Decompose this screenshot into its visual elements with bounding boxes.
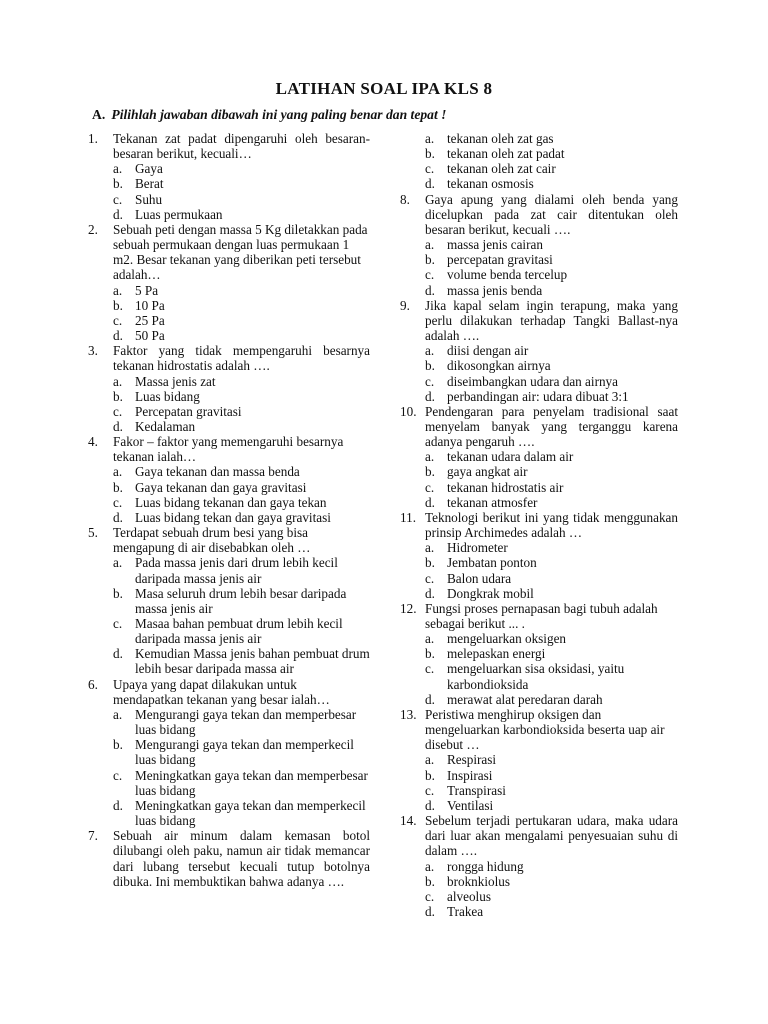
option-text: Luas permukaan [135, 206, 223, 222]
option-a [425, 859, 678, 874]
option-text: tekanan oleh zat cair [447, 161, 556, 177]
option-letter: a. [425, 858, 435, 874]
option-letter: b. [425, 873, 435, 889]
option-text: Gaya tekanan dan massa benda [135, 464, 300, 480]
option-text: Kemudian Massa jenis bahan pembuat drum lebih besar daripada massa air [135, 646, 370, 677]
option-text: Percepatan gravitasi [135, 403, 242, 419]
question-9 [400, 298, 678, 404]
question-number: 5. [88, 525, 98, 541]
option-text: Meningkatkan gaya tekan dan memperkecil luas bidang [135, 797, 366, 829]
option-letter: a. [425, 540, 435, 556]
option-letter: b. [113, 176, 123, 192]
option-text: Kedalaman [135, 418, 196, 434]
option-text: Pada massa jenis dari drum lebih kecil daripada massa jenis air [135, 555, 338, 586]
question-2 [88, 222, 370, 343]
option-text: Jembatan ponton [447, 555, 537, 571]
option-letter: c. [425, 782, 435, 798]
option-letter: c. [113, 494, 123, 510]
option-b [425, 146, 678, 161]
option-text: Ventilasi [447, 797, 494, 813]
option-text: Luas bidang tekan dan gaya gravitasi [135, 509, 331, 525]
option-b [425, 646, 678, 661]
option-d [425, 904, 678, 919]
option-text: Inspirasi [447, 767, 493, 783]
question-text: Tekanan zat padat dipengaruhi oleh besaran-besaran berikut, kecuali… [113, 131, 370, 162]
option-c [425, 889, 678, 904]
question-text: Fakor – faktor yang memengaruhi besarnya tekanan ialah… [113, 434, 344, 465]
question-number: 1. [88, 131, 98, 146]
option-letter: a. [425, 449, 435, 465]
option-c [425, 161, 678, 176]
option-letter: d. [113, 509, 123, 525]
question-text: Fungsi proses pernapasan bagi tubuh adalah sebagai berikut ... . [425, 600, 658, 631]
question-text: Teknologi berikut ini yang tidak menggunakan prinsip Archimedes adalah … [425, 509, 678, 541]
option-letter: d. [425, 282, 435, 298]
option-b [425, 555, 678, 570]
option-a [113, 283, 370, 298]
option-text: rongga hidung [447, 858, 524, 874]
option-letter: c. [425, 161, 435, 177]
question-number: 6. [88, 676, 98, 692]
option-b [113, 737, 370, 767]
option-letter: b. [113, 737, 123, 753]
option-letter: b. [425, 358, 435, 374]
option-d [113, 419, 370, 434]
option-letter: c. [425, 479, 435, 495]
option-text: Mengurangi gaya tekan dan memperkecil luas bidang [135, 737, 354, 768]
option-letter: b. [425, 767, 435, 783]
option-text: Dongkrak mobil [447, 585, 534, 601]
question-text: Sebuah air minum dalam kemasan botol dilubangi oleh paku, namun air tidak memancar dari lubang tersebut kecuali tutup botolnya dibuka. Ini membuktikan bahwa adanya …. [113, 828, 370, 889]
question-number: 14. [400, 813, 417, 829]
option-text: tekanan osmosis [447, 176, 534, 192]
option-text: gaya angkat air [447, 464, 528, 480]
option-text: volume benda tercelup [447, 267, 568, 283]
question-10 [400, 404, 678, 510]
question-text: Sebelum terjadi pertukaran udara, maka udara dari luar akan mengalami penyesuaian suhu di dalam …. [425, 813, 678, 859]
option-text: Luas bidang tekanan dan gaya tekan [135, 494, 327, 510]
option-text: percepatan gravitasi [447, 252, 553, 268]
question-text: Jika kapal selam ingin terapung, maka yang perlu dilakukan terhadap Tangki Ballast-nya adalah …. [425, 297, 678, 344]
option-text: Gaya [135, 161, 163, 177]
question-11 [400, 510, 678, 601]
option-letter: c. [113, 191, 123, 207]
question-14 [400, 813, 678, 919]
option-text: Suhu [135, 191, 163, 207]
option-c [113, 192, 370, 207]
option-text: mengeluarkan sisa oksidasi, yaitu karbondioksida [447, 661, 625, 692]
option-text: Luas bidang [135, 388, 200, 404]
option-text: alveolus [447, 888, 491, 904]
option-text: Transpirasi [447, 782, 506, 798]
question-number: 12. [400, 600, 417, 616]
option-c [113, 404, 370, 419]
option-letter: c. [113, 616, 123, 631]
section-letter: A. [92, 107, 106, 122]
question-7-options [400, 131, 678, 192]
option-text: Hidrometer [447, 540, 508, 556]
option-letter: b. [425, 464, 435, 480]
option-d [425, 692, 678, 707]
option-d [425, 176, 678, 191]
option-letter: a. [425, 131, 435, 146]
question-number: 2. [88, 221, 98, 237]
option-a [425, 631, 678, 646]
question-number: 8. [400, 191, 410, 207]
option-text: tekanan oleh zat gas [447, 131, 554, 146]
option-letter: b. [113, 297, 123, 313]
option-letter: c. [113, 767, 123, 783]
option-text: Berat [135, 176, 164, 192]
option-letter: a. [425, 237, 435, 253]
option-b [425, 358, 678, 373]
question-4 [88, 434, 370, 525]
option-b [425, 768, 678, 783]
option-letter: a. [113, 161, 123, 177]
option-text: tekanan udara dalam air [447, 449, 574, 465]
option-c [425, 267, 678, 282]
option-letter: c. [425, 267, 435, 283]
option-b [113, 586, 370, 616]
option-b [425, 874, 678, 889]
question-number: 13. [400, 706, 417, 722]
option-text: Masa seluruh drum lebih besar daripada massa jenis air [135, 585, 347, 616]
option-letter: d. [425, 797, 435, 813]
option-letter: a. [113, 373, 123, 389]
option-text: dikosongkan airnya [447, 358, 551, 374]
question-text: Terdapat sebuah drum besi yang bisa mengapung di air disebabkan oleh … [113, 525, 311, 556]
option-letter: c. [425, 570, 435, 586]
option-letter: b. [113, 388, 123, 404]
option-letter: a. [113, 464, 123, 480]
option-letter: d. [425, 494, 435, 510]
option-letter: d. [113, 328, 123, 344]
question-5 [88, 525, 370, 677]
option-letter: a. [113, 706, 123, 722]
option-text: 50 Pa [135, 328, 165, 344]
option-letter: d. [425, 176, 435, 192]
question-text: Gaya apung yang dialami oleh benda yang dicelupkan pada zat cair ditentukan oleh besaran berikut, kecuali …. [425, 191, 678, 237]
option-d [113, 798, 370, 828]
option-text: Masaa bahan pembuat drum lebih kecil daripada massa jenis air [135, 616, 343, 647]
option-letter: b. [425, 146, 435, 162]
option-letter: a. [113, 282, 123, 298]
option-text: Meningkatkan gaya tekan dan memperbesar luas bidang [135, 767, 368, 798]
option-text: Respirasi [447, 752, 497, 768]
question-number: 7. [88, 828, 98, 844]
option-a [425, 752, 678, 767]
option-text: tekanan atmosfer [447, 494, 538, 510]
option-letter: a. [425, 343, 435, 359]
option-letter: b. [113, 479, 123, 495]
option-letter: d. [425, 903, 435, 919]
option-text: massa jenis cairan [447, 237, 543, 253]
option-c [113, 616, 370, 646]
option-letter: a. [425, 752, 435, 768]
option-c [425, 480, 678, 495]
option-text: tekanan oleh zat padat [447, 146, 565, 162]
option-d [425, 283, 678, 298]
question-8 [400, 192, 678, 298]
option-c [113, 313, 370, 328]
option-text: Mengurangi gaya tekan dan memperbesar luas bidang [135, 706, 357, 738]
option-b [425, 252, 678, 267]
option-letter: d. [113, 206, 123, 222]
option-c [425, 571, 678, 586]
option-text: diseimbangkan udara dan airnya [447, 373, 619, 389]
question-number: 10. [400, 403, 417, 419]
option-text: tekanan hidrostatis air [447, 479, 564, 495]
option-a [113, 707, 370, 737]
option-b [113, 298, 370, 313]
question-text: Peristiwa menghirup oksigen dan mengeluarkan karbondioksida beserta uap air disebut … [425, 706, 665, 753]
option-a [113, 374, 370, 389]
option-letter: a. [425, 631, 435, 647]
option-letter: c. [425, 888, 435, 904]
option-text: massa jenis benda [447, 282, 543, 298]
option-a [425, 131, 678, 146]
page-title: LATIHAN SOAL IPA KLS 8 [275, 79, 493, 98]
section-heading [92, 107, 446, 123]
right-column [400, 131, 678, 919]
option-letter: d. [113, 418, 123, 434]
option-text: merawat alat peredaran darah [447, 691, 603, 707]
question-text: Sebuah peti dengan massa 5 Kg diletakkan pada sebuah permukaan dengan luas permukaan 1 m2. Besar tekanan yang diberikan peti tersebut adalah… [113, 221, 368, 283]
option-text: 5 Pa [135, 282, 159, 298]
option-text: Massa jenis zat [135, 373, 216, 389]
option-text: broknkiolus [447, 873, 511, 889]
option-letter: c. [113, 403, 123, 419]
option-a [425, 343, 678, 358]
question-12 [400, 601, 678, 707]
option-letter: b. [425, 252, 435, 268]
option-letter: c. [425, 373, 435, 389]
question-text: Upaya yang dapat dilakukan untuk mendapatkan tekanan yang besar ialah… [113, 676, 330, 707]
question-number: 9. [400, 297, 410, 313]
option-letter: d. [425, 585, 435, 601]
option-text: diisi dengan air [447, 343, 529, 359]
option-letter: d. [113, 646, 123, 662]
option-a [113, 555, 370, 585]
option-text: perbandingan air: udara dibuat 3:1 [447, 388, 629, 404]
option-b [113, 389, 370, 404]
option-letter: b. [425, 555, 435, 571]
option-letter: a. [113, 555, 123, 571]
option-letter: d. [113, 797, 123, 813]
question-1 [88, 131, 370, 222]
option-text: melepaskan energi [447, 646, 546, 662]
option-letter: b. [425, 646, 435, 662]
option-text: Balon udara [447, 570, 512, 586]
option-a [425, 237, 678, 252]
option-text: Gaya tekanan dan gaya gravitasi [135, 479, 307, 495]
option-text: 25 Pa [135, 312, 165, 328]
option-text: mengeluarkan oksigen [447, 631, 567, 647]
option-b [113, 480, 370, 495]
option-d [113, 510, 370, 525]
option-a [425, 449, 678, 464]
option-d [425, 586, 678, 601]
section-instruction: Pilihlah jawaban dibawah ini yang paling benar dan tepat ! [111, 107, 447, 122]
option-c [113, 768, 370, 798]
option-c [425, 783, 678, 798]
option-text: Trakea [447, 903, 484, 919]
question-3 [88, 343, 370, 434]
option-a [113, 464, 370, 479]
question-number: 4. [88, 434, 98, 450]
option-c [113, 495, 370, 510]
left-column [88, 131, 370, 889]
option-a [113, 161, 370, 176]
option-d [425, 798, 678, 813]
question-7 [88, 828, 370, 889]
option-d [113, 207, 370, 222]
option-a [425, 540, 678, 555]
option-d [113, 328, 370, 343]
question-number: 3. [88, 343, 98, 359]
option-c [425, 374, 678, 389]
question-number: 11. [400, 509, 416, 525]
option-letter: c. [425, 661, 435, 677]
question-text: Pendengaran para penyelam tradisional saat menyelam banyak yang terganggu karena adanya pengaruh …. [425, 403, 678, 450]
option-b [113, 176, 370, 191]
option-letter: d. [425, 388, 435, 404]
option-text: 10 Pa [135, 297, 165, 313]
option-letter: c. [113, 312, 123, 328]
option-d [425, 389, 678, 404]
option-d [113, 646, 370, 676]
option-letter: d. [425, 691, 435, 707]
question-text: Faktor yang tidak mempengaruhi besarnya tekanan hidrostatis adalah …. [113, 343, 370, 374]
question-13 [400, 707, 678, 813]
option-b [425, 464, 678, 479]
option-letter: b. [113, 585, 123, 601]
option-d [425, 495, 678, 510]
option-c [425, 661, 678, 691]
question-6 [88, 677, 370, 829]
